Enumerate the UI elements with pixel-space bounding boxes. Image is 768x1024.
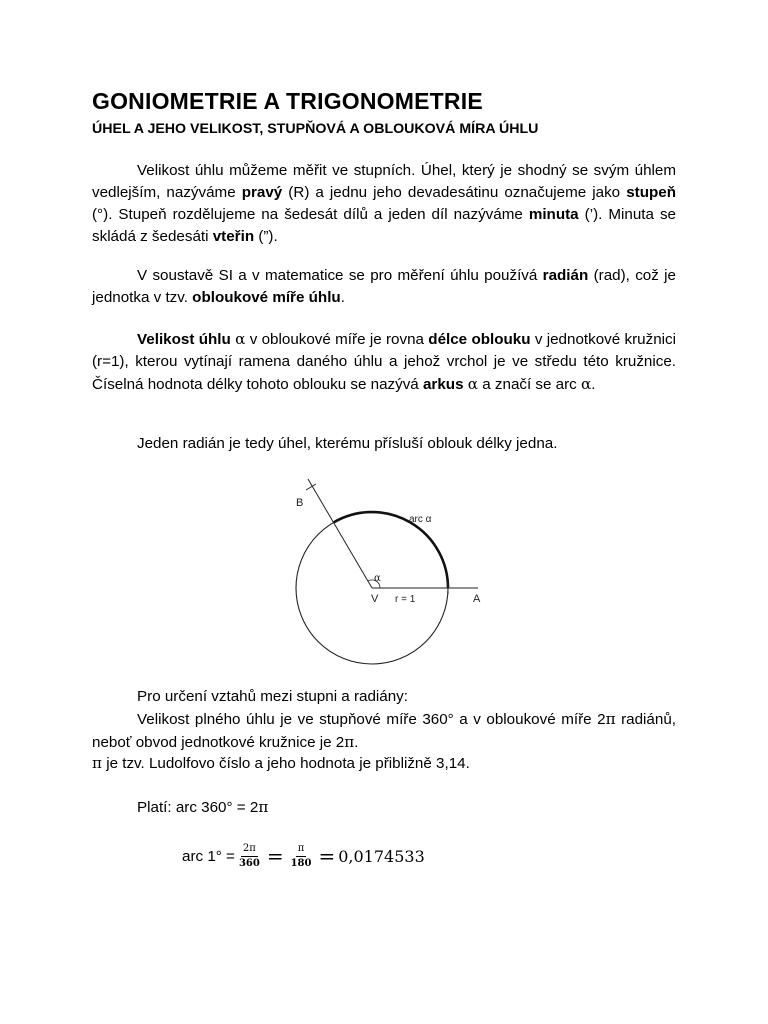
paragraph-one-radian: Jeden radián je tedy úhel, kterému přísluší oblouk délky jedna. (137, 435, 558, 452)
paragraph-ludolf: π je tzv. Ludolfovo číslo a jeho hodnota je přibližně 3,14. (92, 754, 470, 772)
alpha-symbol: α (467, 375, 479, 393)
fraction-denominator: 180 (290, 857, 312, 869)
paragraph-relations: Pro určení vztahů mezi stupni a radiány: (137, 688, 408, 705)
paragraph-radian: V soustavě SI a v matematice se pro měření úhlu používá radián (rad), což je jednotka v tzv. obloukové míře úhlu. (92, 267, 676, 306)
label-arc-alpha: arc α (409, 514, 432, 525)
label-alpha: α (374, 573, 381, 584)
term-vterin: vteřin (212, 228, 255, 245)
alpha-symbol: α (235, 330, 246, 348)
term-delce-oblouku: délce oblouku (428, 331, 531, 348)
alpha-symbol: α (581, 375, 592, 393)
paragraph-plati: Platí: arc 360° = 2π (137, 798, 269, 816)
unit-circle-figure (268, 474, 508, 674)
conversion-formula (182, 836, 425, 876)
pi-symbol: π (258, 798, 269, 816)
term-velikost-uhlu: Velikost úhlu (137, 331, 231, 348)
paragraph-full-angle: Velikost plného úhlu je ve stupňové míře 360° a v obloukové míře 2π radiánů, neboť obvod jednotkové kružnice je 2π. (92, 710, 676, 751)
fraction-pi-180 (291, 843, 312, 870)
equals-sign: = (318, 844, 336, 868)
paragraph-degrees: Velikost úhlu můžeme měřit ve stupních. Úhel, který je shodný se svým úhlem vedlejším, nazýváme pravý (R) a jednu jeho devadesátinu označujeme jako stupeň (°). Stupeň rozdělujeme na šedesát dílů a jeden díl nazýváme minuta (’). Minuta se skládá z šedesáti vteřin (”). (92, 162, 676, 245)
term-radian: radián (542, 267, 589, 284)
equals-sign: = (266, 844, 284, 868)
label-b: B (296, 497, 304, 509)
formula-result: 0,0174533 (338, 846, 425, 866)
paragraph-arc-measure: Velikost úhlu α v obloukové míře je rovna délce oblouku v jednotkové kružnici (r=1), kterou vytínají ramena daného úhlu a jehož vrchol je ve středu této kružnice. Číselná hodnota délky tohoto oblouku se nazývá arkus α a značí se arc α. (92, 330, 676, 393)
fraction-denominator: 360 (238, 857, 260, 869)
term-arkus: arkus (422, 376, 464, 393)
fraction-numerator: π (296, 843, 307, 857)
label-v: V (371, 593, 379, 605)
pi-symbol: π (605, 710, 616, 728)
pi-symbol: π (344, 733, 355, 751)
term-pravy: pravý (241, 184, 283, 201)
label-a: A (473, 593, 481, 605)
formula-lhs: arc 1° = (182, 847, 235, 865)
fraction-2pi-360 (239, 843, 260, 870)
term-obloukova-mira: obloukové míře úhlu (192, 289, 341, 306)
document-title: GONIOMETRIE A TRIGONOMETRIE (92, 88, 483, 114)
section-subtitle: ÚHEL A JEHO VELIKOST, STUPŇOVÁ A OBLOUKOVÁ MÍRA ÚHLU (92, 121, 539, 137)
pi-symbol: π (92, 754, 102, 772)
label-r1: r = 1 (395, 594, 416, 605)
term-stupen: stupeň (626, 184, 676, 201)
fraction-numerator: 2π (241, 843, 258, 857)
term-minuta: minuta (528, 206, 579, 223)
